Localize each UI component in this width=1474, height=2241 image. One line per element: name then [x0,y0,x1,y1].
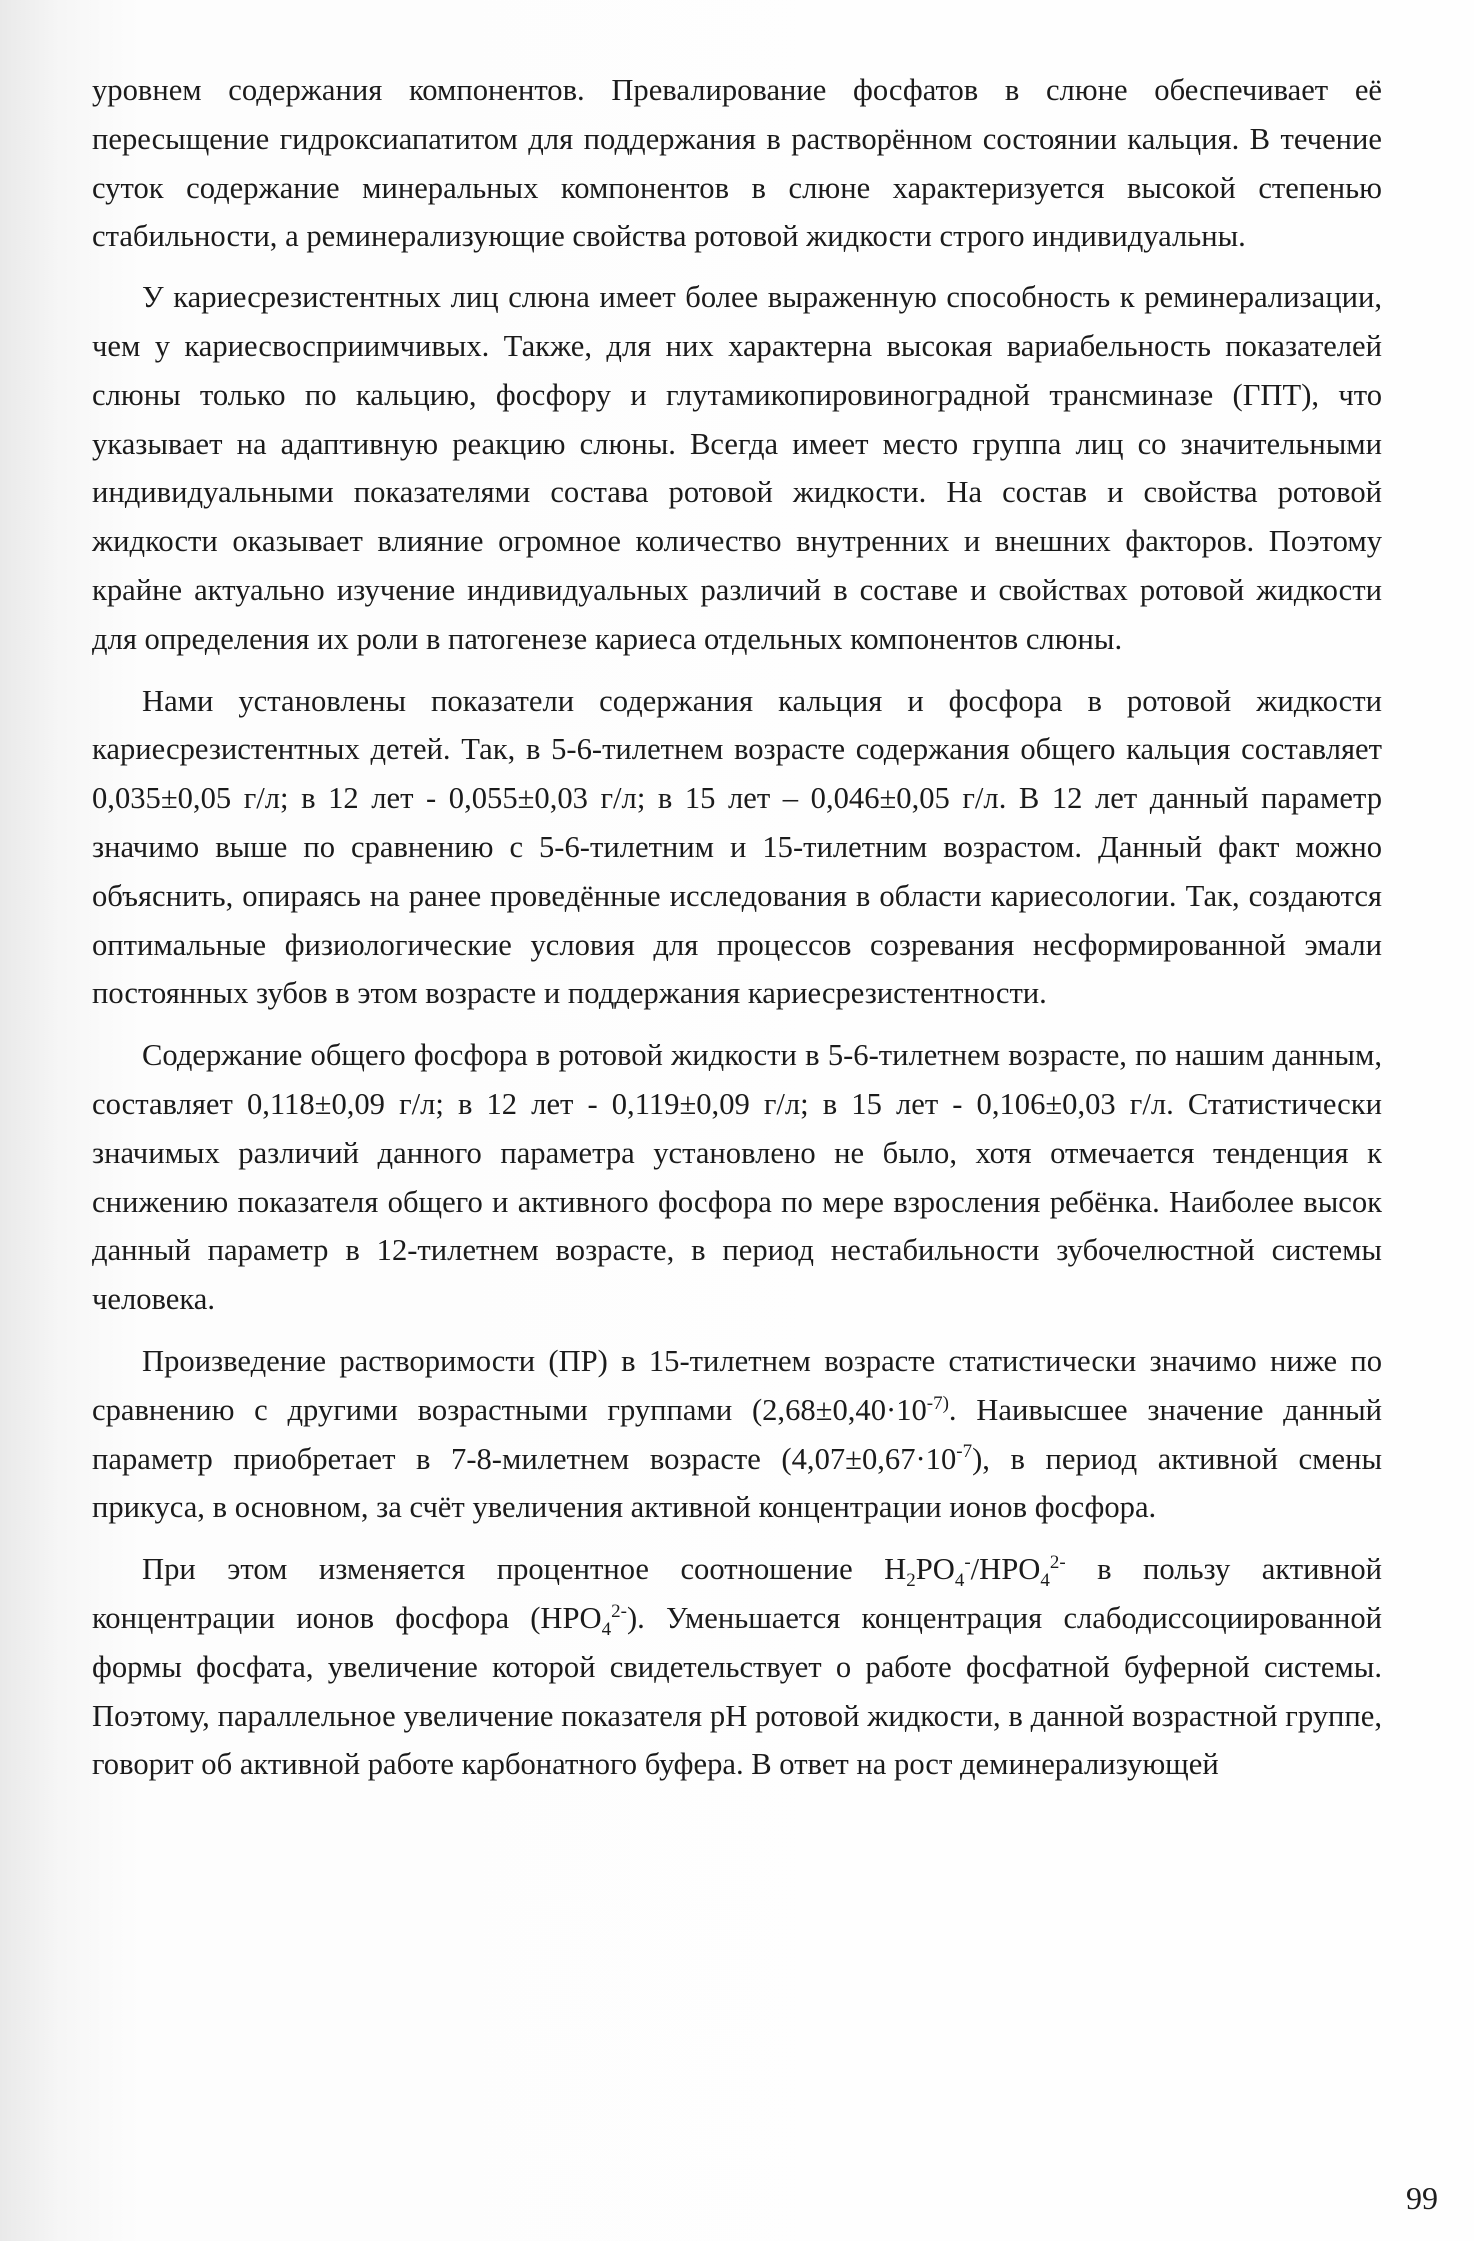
body-text [92,66,1382,1802]
paragraph-4: Содержание общего фосфора в ротовой жидкости в 5-6-тилетнем возрасте, по нашим данным, составляет 0,118±0,09 г/л; в 12 лет - 0,119±0,09 г/л; в 15 лет - 0,106±0,03 г/л. Статистически значимых различий данного параметра установлено не было, хотя отмечается тенденция к снижению показателя общего и активного фосфора по мере взросления ребёнка. Наиболее высок данный параметр в 12-тилетнем возрасте, в период нестабильности зубочелюстной системы человека. [92,1038,1382,1317]
page-number: 99 [1406,2180,1438,2216]
paragraph-6: При этом изменяется процентное соотношение $H_2PO_4^-/HPO_4^{2-}$ в пользу активной концентрации ионов фосфора $(HPO_4^{2-})$. Уменьшается концентрация слабодиссоциированной формы фосфата, увеличение которой свидетельствует о работе фосфатной буферной системы. Поэтому, параллельное увеличение показателя pH ротовой жидкости, в данной возрастной группе, говорит об активной работе карбонатного буфера. В ответ на рост деминерализующей [92,1551,1382,1782]
paragraph-1: уровнем содержания компонентов. Превалирование фосфатов в слюне обеспечивает её пересыщение гидроксиапатитом для поддержания в растворённом состоянии кальция. В течение суток содержание минеральных компонентов в слюне характеризуется высокой степенью стабильности, а реминерализующие свойства ротовой жидкости строго индивидуальны. [92,73,1382,254]
paragraph-5: Произведение растворимости (ПР) в 15-тилетнем возрасте статистически значимо ниже по сравнению с другими возрастными группами ($2,68\pm 0,40\cdot 10^{-7)}$. Наивысшее значение данный параметр приобретает в 7-8-милетнем возрасте $(4,07\pm 0,67\cdot 10^{-7})$, в период активной смены прикуса, в основном, за счёт увеличения активной концентрации ионов фосфора. [92,1343,1382,1525]
paragraph-3: Нами установлены показатели содержания кальция и фосфора в ротовой жидкости кариесрезистентных детей. Так, в 5-6-тилетнем возрасте содержания общего кальция составляет 0,035±0,05 г/л; в 12 лет - 0,055±0,03 г/л; в 15 лет – 0,046±0,05 г/л. В 12 лет данный параметр значимо выше по сравнению с 5-6-тилетним и 15-тилетним возрастом. Данный факт можно объяснить, опираясь на ранее проведённые исследования в области кариесологии. Так, создаются оптимальные физиологические условия для процессов созревания несформированной эмали постоянных зубов в этом возрасте и поддержания кариесрезистентности. [92,683,1382,1011]
paragraph-2: У кариесрезистентных лиц слюна имеет более выраженную способность к реминерализации, чем у кариесвосприимчивых. Также, для них характерна высокая вариабельность показателей слюны только по кальцию, фосфору и глутамикопировиноградной трансминазе (ГПТ), что указывает на адаптивную реакцию слюны. Всегда имеет место группа лиц со значительными индивидуальными показателями состава ротовой жидкости. На состав и свойства ротовой жидкости оказывает влияние огромное количество внутренних и внешних факторов. Поэтому крайне актуально изучение индивидуальных различий в составе и свойствах ротовой жидкости для определения их роли в патогенезе кариеса отдельных компонентов слюны. [92,280,1382,656]
